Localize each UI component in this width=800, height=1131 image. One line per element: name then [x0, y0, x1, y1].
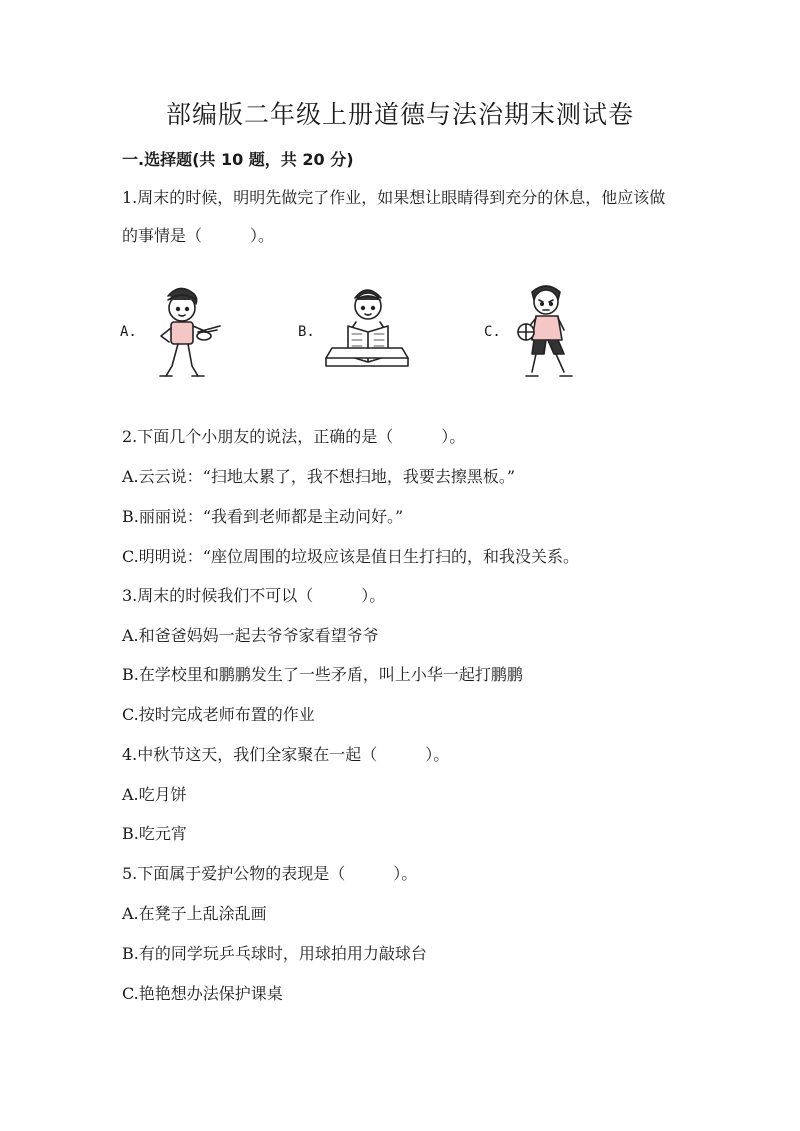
question-1-stem-line2: 的事情是（ ）。: [122, 226, 275, 245]
option-letter: B.: [298, 324, 315, 340]
question-5-stem: 5.下面属于爱护公物的表现是（ ）。: [122, 864, 418, 883]
question-1-picture-options: [120, 278, 640, 388]
question-5-option-b: B.有的同学玩乒乓球时，用球拍用力敲球台: [122, 944, 427, 963]
picture-option-c: [484, 278, 634, 388]
question-2-option-a: A.云云说：“扫地太累了，我不想扫地，我要去擦黑板。”: [122, 467, 516, 486]
option-letter: C.: [484, 324, 501, 340]
page-title: 部编版二年级上册道德与法治期末测试卷: [165, 100, 634, 129]
question-3-stem: 3.周末的时候我们不可以（ ）。: [122, 586, 386, 605]
picture-option-a: [120, 278, 270, 388]
question-1-stem-line1: 1.周末的时候，明明先做完了作业，如果想让眼睛得到充分的休息，他应该做: [122, 188, 666, 207]
question-3-option-b: B.在学校里和鹏鹏发生了一些矛盾，叫上小华一起打鹏鹏: [122, 665, 523, 684]
section-heading: 一.选择题(共 10 题，共 20 分): [122, 150, 354, 169]
question-2-option-c: C.明明说：“座位周围的垃圾应该是值日生打扫的，和我没关系。: [122, 547, 579, 566]
picture-option-b: [298, 278, 448, 388]
question-2-stem: 2.下面几个小朋友的说法，正确的是（ ）。: [122, 427, 466, 446]
question-4-option-a: A.吃月饼: [122, 785, 187, 804]
question-2-option-b: B.丽丽说：“我看到老师都是主动问好。”: [122, 507, 404, 526]
question-4-option-b: B.吃元宵: [122, 824, 187, 843]
question-5-option-a: A.在凳子上乱涂乱画: [122, 904, 267, 923]
boy-playing-basketball-icon: [506, 278, 586, 388]
question-3-option-a: A.和爸爸妈妈一起去爷爷家看望爷爷: [122, 626, 379, 645]
question-4-stem: 4.中秋节这天，我们全家聚在一起（ ）。: [122, 745, 450, 764]
question-5-option-c: C.艳艳想办法保护课桌: [122, 984, 283, 1003]
question-3-option-c: C.按时完成老师布置的作业: [122, 705, 315, 724]
boy-reading-book-icon: [320, 278, 415, 388]
boy-playing-violin-icon: [138, 278, 228, 388]
option-letter: A.: [120, 324, 137, 340]
